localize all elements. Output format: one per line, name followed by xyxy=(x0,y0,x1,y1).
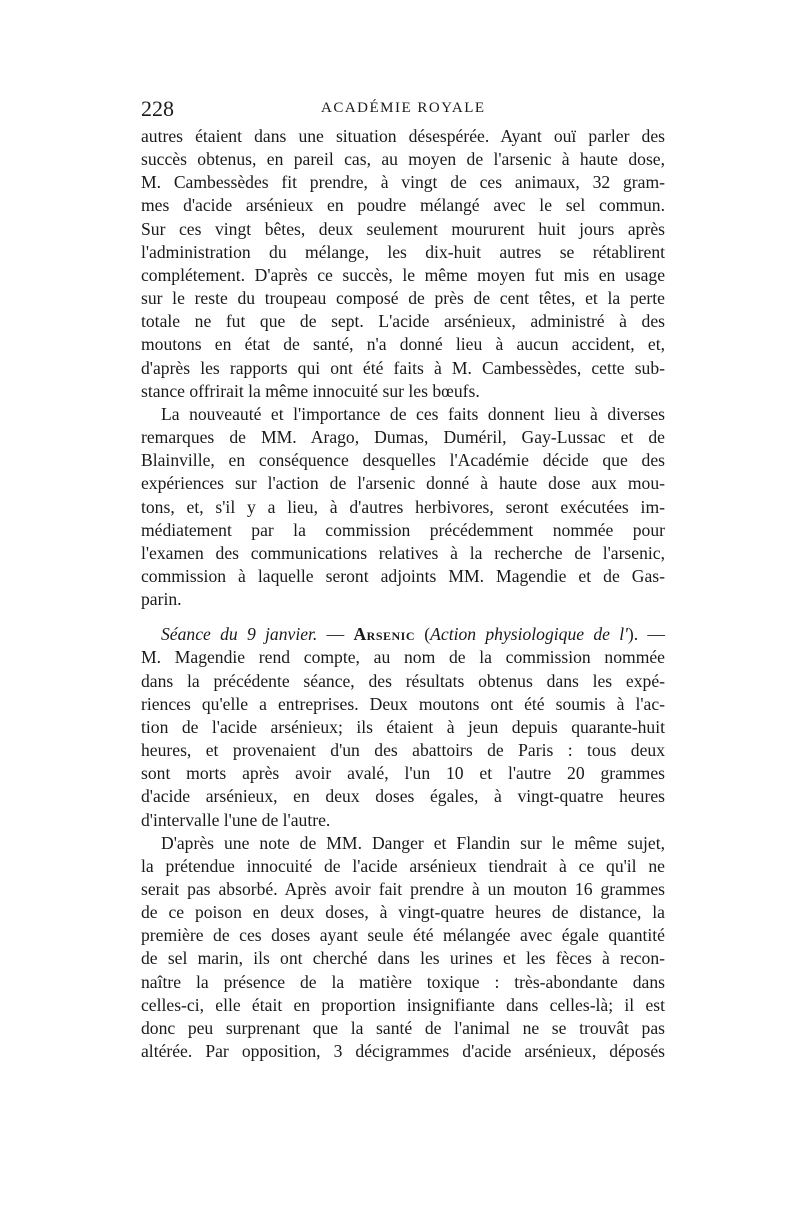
text-line: l'administration du mélange, les dix-huit autres se rétablirent xyxy=(141,241,665,262)
text-line: serait pas absorbé. Après avoir fait prendre à un mouton 16 grammes xyxy=(141,879,665,899)
text-line: complétement. D'après ce succès, le même moyen fut mis en usage xyxy=(141,264,665,285)
text-line: naître la présence de la matière toxique : très-abondante dans xyxy=(141,971,665,992)
text-line: de ce poison en deux doses, à vingt-quatre heures de distance, la xyxy=(141,902,665,923)
text-line: riences qu'elle a entreprises. Deux moutons ont été soumis à l'ac- xyxy=(141,693,665,714)
text-line: expériences sur l'action de l'arsenic donné à haute dose aux mou- xyxy=(141,473,665,494)
text-line: totale ne fut que de sept. L'acide arsénieux, administré à des xyxy=(141,311,665,332)
text-line: moutons en état de santé, n'a donné lieu à aucun accident, et, xyxy=(141,334,665,355)
page-number: 228 xyxy=(141,96,174,121)
text-line: sont morts après avoir avalé, l'un 10 et l'autre 20 grammes xyxy=(141,763,665,784)
text-line: la prétendue innocuité de l'acide arsénieux tiendrait à ce qu'il ne xyxy=(141,855,665,876)
text-line: de sel marin, ils ont cherché dans les urines et les fèces à recon- xyxy=(141,948,665,969)
text-line: Blainville, en conséquence desquelles l'Académie décide que des xyxy=(141,450,665,471)
text-line: donc peu surprenant que la santé de l'animal ne se trouvât pas xyxy=(141,1017,665,1038)
body-text xyxy=(141,125,665,1063)
text-line: médiatement par la commission précédemment nommée pour xyxy=(141,519,665,540)
text-line: d'après les rapports qui ont été faits à M. Cambessèdes, cette sub- xyxy=(141,357,665,378)
heading-paren-close: ). — xyxy=(627,624,665,645)
text-line: dans la précédente séance, des résultats obtenus dans les expé- xyxy=(141,670,665,691)
text-line: succès obtenus, en pareil cas, au moyen de l'arsenic à haute dose, xyxy=(141,149,665,170)
paragraph-4 xyxy=(141,832,665,1064)
text-line: heures, et provenaient d'un des abattoirs de Paris : tous deux xyxy=(141,740,665,761)
text-line: stance offrirait la même innocuité sur les bœufs. xyxy=(141,380,480,401)
text-line: commission à laquelle seront adjoints MM. Magendie et de Gas- xyxy=(141,565,665,586)
text-line: d'intervalle l'une de l'autre. xyxy=(141,809,331,830)
text-line: remarques de MM. Arago, Dumas, Duméril, Gay-Lussac et de xyxy=(141,427,665,448)
running-title: ACADÉMIE ROYALE xyxy=(321,100,486,116)
page-header xyxy=(141,96,665,126)
section-gap xyxy=(141,611,665,623)
text-line: M. Cambessèdes fit prendre, à vingt de ces animaux, 32 gram- xyxy=(141,172,665,193)
text-line: celles-ci, elle était en proportion insignifiante dans celles-là; il est xyxy=(141,994,665,1015)
text-line: d'acide arsénieux, en deux doses égales, à vingt-quatre heures xyxy=(141,786,665,807)
paragraph-3 xyxy=(141,623,665,831)
text-line: parin. xyxy=(141,589,182,610)
heading-dash: — xyxy=(317,624,354,645)
session-heading xyxy=(141,623,665,646)
session-date: Séance du 9 janvier. xyxy=(161,624,318,645)
text-line: tion de l'acide arsénieux; ils étaient à jeun depuis quarante-huit xyxy=(141,716,665,737)
text-line: première de ces doses ayant seule été mélangée avec égale quantité xyxy=(141,925,665,946)
paragraph-2 xyxy=(141,403,665,611)
text-line: tons, et, s'il y a lieu, à d'autres herbivores, seront exécutées im- xyxy=(141,496,665,517)
text-line: altérée. Par opposition, 3 décigrammes d'acide arsénieux, déposés xyxy=(141,1041,665,1062)
text-line: M. Magendie rend compte, au nom de la commission nommée xyxy=(141,647,665,668)
text-line: D'après une note de MM. Danger et Flandin sur le même sujet, xyxy=(161,832,665,853)
text-line: autres étaient dans une situation désespérée. Ayant ouï parler des xyxy=(141,126,665,146)
text-line: l'examen des communications relatives à la recherche de l'arsenic, xyxy=(141,542,665,563)
paragraph-1 xyxy=(141,125,665,403)
text-line: mes d'acide arsénieux en poudre mélangé avec le sel commun. xyxy=(141,195,665,216)
heading-topic: Arsenic xyxy=(353,624,416,645)
text-line: sur le reste du troupeau composé de près de cent têtes, et la perte xyxy=(141,288,665,309)
heading-subject: Action physiologique de l' xyxy=(430,624,628,645)
text-line: La nouveauté et l'importance de ces faits donnent lieu à diverses xyxy=(161,403,665,424)
text-line: Sur ces vingt bêtes, deux seulement moururent huit jours après xyxy=(141,218,665,239)
heading-paren-open: ( xyxy=(415,624,431,645)
